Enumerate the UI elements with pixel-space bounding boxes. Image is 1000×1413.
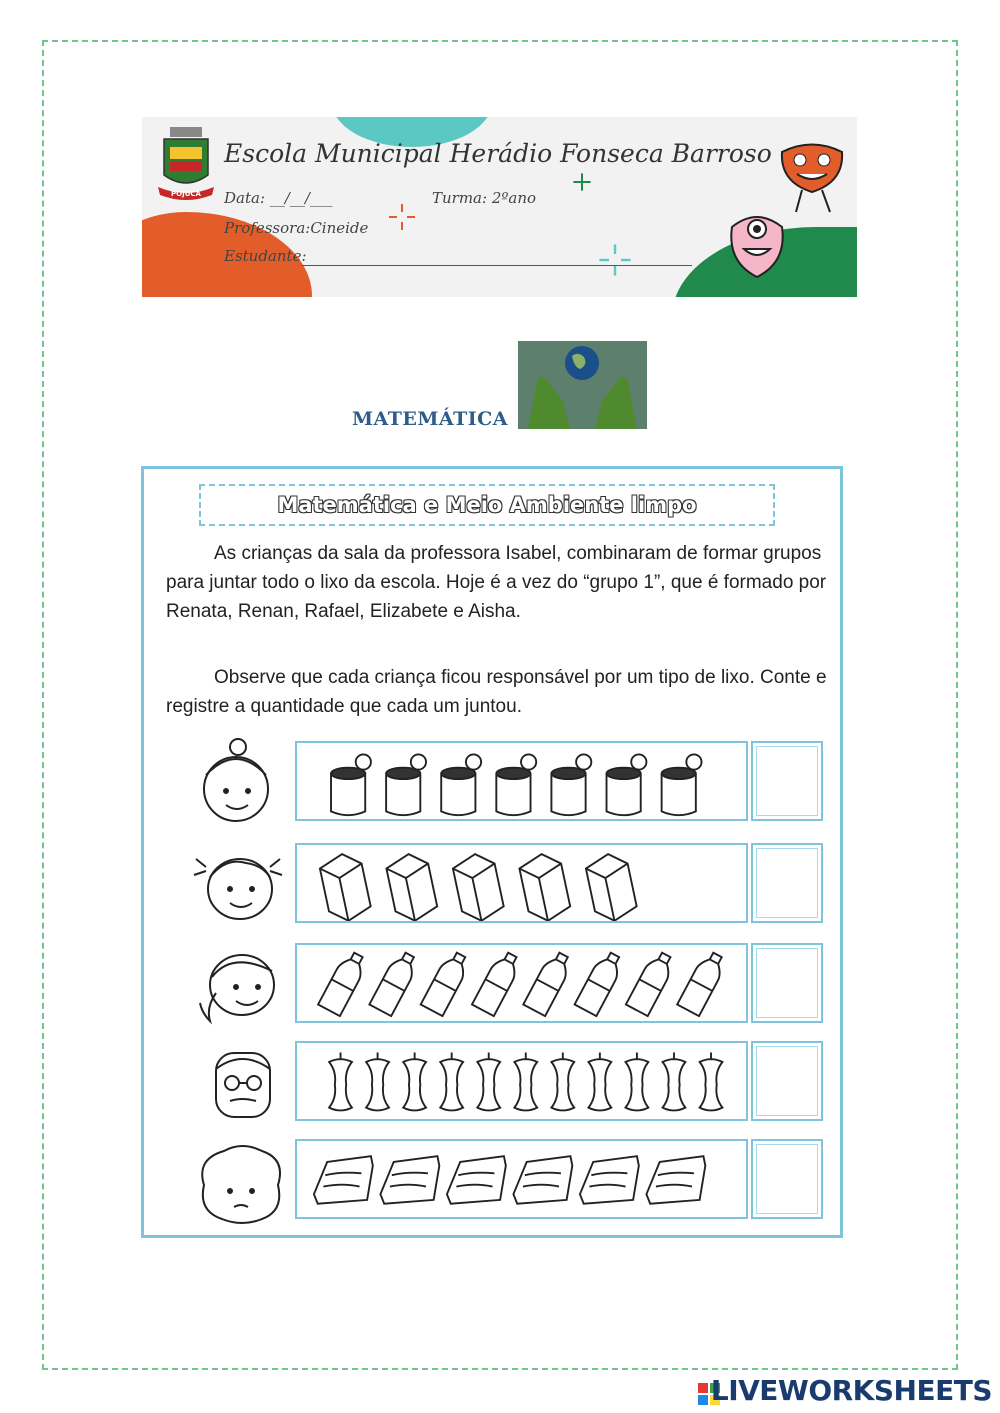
bottle-icon <box>523 949 574 1016</box>
carton-icon <box>318 851 373 921</box>
apple-core-icon <box>588 1053 611 1111</box>
apple-core-icon <box>329 1053 352 1111</box>
cans-row <box>297 743 746 819</box>
subject-title: MATEMÁTICA <box>352 408 508 430</box>
carton-icon <box>384 851 439 921</box>
item-box-bottles <box>295 943 748 1023</box>
item-box-papers <box>295 1139 748 1219</box>
answer-box-cartons[interactable] <box>751 843 823 923</box>
sparkle-icon <box>387 202 417 232</box>
child-face-icon <box>176 733 294 829</box>
can-icon <box>662 754 702 815</box>
school-name: Escola Municipal Herádio Fonseca Barroso <box>224 139 772 168</box>
bottle-icon <box>472 949 523 1016</box>
bottle-icon <box>677 949 728 1016</box>
paper-icon <box>646 1156 705 1204</box>
apple-core-icon <box>626 1053 649 1111</box>
instruction-paragraph-2: Observe que cada criança ficou responsável por um tipo de lixo. Conte e registre a quantidade que cada um juntou. <box>166 667 827 717</box>
apple-cores-row <box>297 1043 746 1119</box>
item-box-apple-cores <box>295 1041 748 1121</box>
answer-box-cans[interactable] <box>751 741 823 821</box>
answer-box-papers[interactable] <box>751 1139 823 1219</box>
paper-icon <box>380 1156 439 1204</box>
can-icon <box>496 754 536 815</box>
apple-core-icon <box>700 1053 723 1111</box>
bottle-icon <box>369 949 420 1016</box>
student-name-line <box>302 265 692 266</box>
child-face-icon <box>176 937 294 1033</box>
city-crest-icon <box>156 125 216 205</box>
apple-core-icon <box>440 1053 463 1111</box>
bottle-icon <box>626 949 677 1016</box>
apple-core-icon <box>663 1053 686 1111</box>
can-icon <box>386 754 426 815</box>
apple-core-icon <box>403 1053 426 1111</box>
apple-core-icon <box>551 1053 574 1111</box>
item-box-cans <box>295 741 748 821</box>
can-icon <box>551 754 591 815</box>
apple-core-icon <box>514 1053 537 1111</box>
earth-in-hands-image <box>518 341 647 429</box>
apple-core-icon <box>366 1053 389 1111</box>
bottles-row <box>297 945 746 1021</box>
answer-box-bottles[interactable] <box>751 943 823 1023</box>
school-header-banner <box>142 117 857 297</box>
papers-row <box>297 1141 746 1217</box>
worksheet-title: Matemática e Meio Ambiente limpo <box>199 484 775 526</box>
carton-icon <box>584 851 639 921</box>
child-face-icon <box>176 837 294 933</box>
bottle-icon <box>318 949 369 1016</box>
carton-icon <box>451 851 506 921</box>
bottle-icon <box>575 949 626 1016</box>
paper-icon <box>580 1156 639 1204</box>
item-box-cartons <box>295 843 748 923</box>
sparkle-icon <box>572 172 592 192</box>
teacher-label: Professora:Cineide <box>224 219 369 237</box>
cartons-row <box>297 845 746 921</box>
worksheet-panel <box>141 466 843 1238</box>
crest-text: POJUCA <box>171 190 201 198</box>
liveworksheets-brand[interactable]: LIVEWORKSHEETS <box>710 1374 992 1407</box>
paper-icon <box>513 1156 572 1204</box>
instruction-paragraph-1: As crianças da sala da professora Isabel, combinaram de formar grupos para juntar todo o lixo da escola. Hoje é a vez do “grupo 1”, que é formado por Renata, Renan, Rafael, Elizabete e Aisha. <box>166 543 827 622</box>
monster-pink-icon <box>722 207 792 287</box>
carton-icon <box>517 851 572 921</box>
sparkle-icon <box>597 242 633 278</box>
date-label: Data: __/__/___ <box>224 189 333 207</box>
class-label: Turma: 2ºano <box>432 189 537 207</box>
child-face-icon <box>176 1137 294 1233</box>
answer-box-apple-cores[interactable] <box>751 1041 823 1121</box>
can-icon <box>441 754 481 815</box>
can-icon <box>607 754 647 815</box>
student-label: Estudante: <box>224 247 307 265</box>
paper-icon <box>314 1156 373 1204</box>
child-face-icon <box>176 1039 294 1135</box>
can-icon <box>331 754 371 815</box>
paper-icon <box>447 1156 506 1204</box>
apple-core-icon <box>477 1053 500 1111</box>
bottle-icon <box>421 949 472 1016</box>
